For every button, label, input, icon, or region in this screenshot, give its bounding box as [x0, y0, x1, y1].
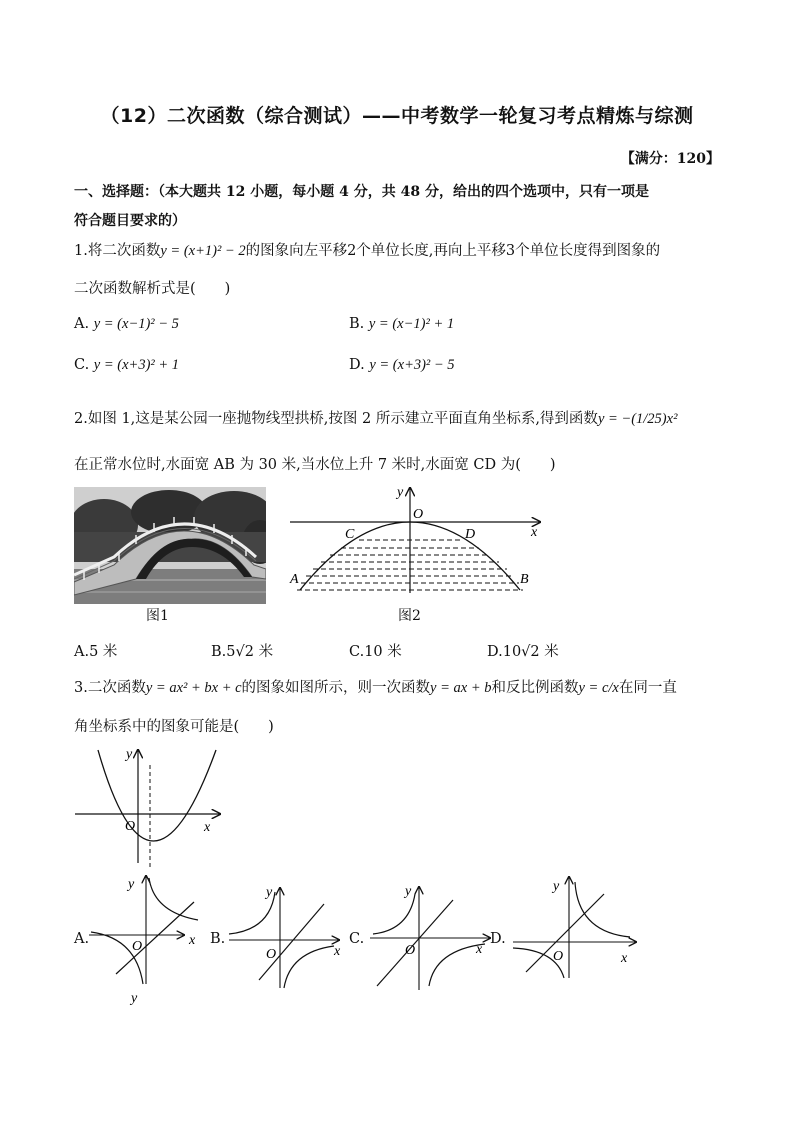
question-2-line1 [74, 409, 677, 429]
label-x: x [204, 820, 211, 835]
svg-text:y: y [266, 885, 273, 900]
option-value: 5 米 [89, 644, 118, 660]
svg-text:x: x [621, 951, 628, 966]
fig2-caption: 图2 [398, 608, 421, 624]
svg-text:x: x [476, 942, 483, 957]
question-1-line2: 二次函数解析式是( ) [74, 281, 231, 297]
q2-option-c[interactable] [349, 640, 402, 661]
score-label: 【满分：120】 [620, 151, 720, 167]
option-label: C. [74, 357, 90, 373]
section-heading-line1: 一、选择题：（本大题共 12 小题，每小题 4 分，共 48 分，给出的四个选项中，只有一项是 [74, 184, 649, 200]
page-title: （12）二次函数（综合测试）——中考数学一轮复习考点精炼与综测 [100, 105, 694, 127]
q1-text-b: 的图象向左平移2个单位长度,再向上平移3个单位长度得到图象的 [245, 243, 661, 259]
q2-text-a: 2.如图 1,这是某公园一座抛物线型拱桥,按图 2 所示建立平面直角坐标系,得到函数 [74, 411, 598, 427]
svg-text:x: x [334, 944, 341, 959]
label-B: B [520, 572, 529, 587]
q1-text-a: 1.将二次函数 [74, 243, 161, 259]
q3-option-d-label[interactable]: D. [490, 931, 506, 947]
label-C: C [345, 527, 355, 542]
fig1-caption: 图1 [146, 608, 169, 624]
q3-option-b-label[interactable]: B. [210, 931, 226, 947]
svg-text:y: y [131, 991, 138, 1006]
section-heading-line2: 符合题目要求的） [74, 213, 186, 229]
option-expr: y = (x−1)² + 1 [368, 316, 455, 332]
question-3-line1 [74, 678, 677, 698]
svg-text:y: y [553, 879, 560, 894]
bridge-photo [74, 487, 266, 604]
option-label: B. [349, 316, 365, 332]
q1-option-b[interactable] [349, 316, 454, 333]
option-label: A. [74, 316, 90, 332]
q3-option-b-graph[interactable] [224, 880, 349, 990]
label-O: O [125, 819, 136, 834]
label-A: A [290, 572, 299, 587]
question-2-line2: 在正常水位时,水面宽 AB 为 30 米,当水位上升 7 米时,水面宽 CD 为( ) [74, 457, 556, 473]
svg-text:x: x [189, 933, 196, 948]
q1-option-a[interactable] [74, 316, 179, 333]
label-O: O [413, 507, 424, 522]
label-y: y [126, 747, 133, 762]
q3-formula-3: y = c/x [578, 680, 619, 696]
svg-text:y: y [128, 877, 135, 892]
option-expr: y = (x−1)² − 5 [93, 316, 179, 332]
q1-formula: y = (x+1)² − 2 [160, 243, 246, 259]
svg-text:O: O [405, 943, 416, 958]
q3-formula-1: y = ax² + bx + c [145, 680, 242, 696]
label-y: y [397, 485, 404, 500]
svg-text:O: O [553, 949, 564, 964]
option-value: 10√2 米 [502, 644, 559, 660]
option-expr: y = (x+3)² + 1 [93, 357, 180, 373]
q3-text-b: 的图象如图所示，则一次函数 [241, 680, 431, 696]
option-label: D. [487, 644, 503, 660]
q1-option-d[interactable] [349, 357, 455, 374]
q3-option-d-graph[interactable] [508, 872, 643, 982]
option-value: 10 米 [364, 644, 402, 660]
option-label: A. [74, 644, 90, 660]
q3-option-c-label[interactable]: C. [349, 931, 365, 947]
q3-option-a-graph[interactable] [86, 872, 206, 1007]
q3-parabola-figure [70, 745, 230, 870]
q3-text-a: 3.二次函数 [74, 680, 146, 696]
question-1-line1 [74, 241, 660, 261]
option-expr: y = (x+3)² − 5 [369, 357, 455, 373]
option-label: B. [211, 644, 227, 660]
q3-option-c-graph[interactable] [365, 882, 495, 992]
section-heading [74, 178, 724, 236]
svg-text:O: O [266, 947, 277, 962]
q2-option-a[interactable] [74, 640, 117, 661]
q3-text-c: 和反比例函数 [491, 680, 579, 696]
q2-formula: y = −(1/25)x² [597, 411, 678, 427]
q3-text-d: 在同一直 [618, 680, 677, 696]
q3-formula-2: y = ax + b [430, 680, 492, 696]
q1-option-c[interactable] [74, 357, 179, 374]
option-label: C. [349, 644, 365, 660]
q2-option-b[interactable] [211, 640, 273, 661]
label-x: x [531, 525, 538, 540]
svg-text:y: y [405, 884, 412, 899]
figure-2-diagram [285, 483, 547, 598]
q2-option-d[interactable] [487, 640, 559, 661]
svg-text:O: O [132, 939, 143, 954]
q3-option-a-label[interactable]: A. [74, 931, 90, 947]
option-value: 5√2 米 [226, 644, 274, 660]
question-3-line2: 角坐标系中的图象可能是( ) [74, 719, 274, 735]
option-label: D. [349, 357, 365, 373]
label-D: D [465, 527, 476, 542]
